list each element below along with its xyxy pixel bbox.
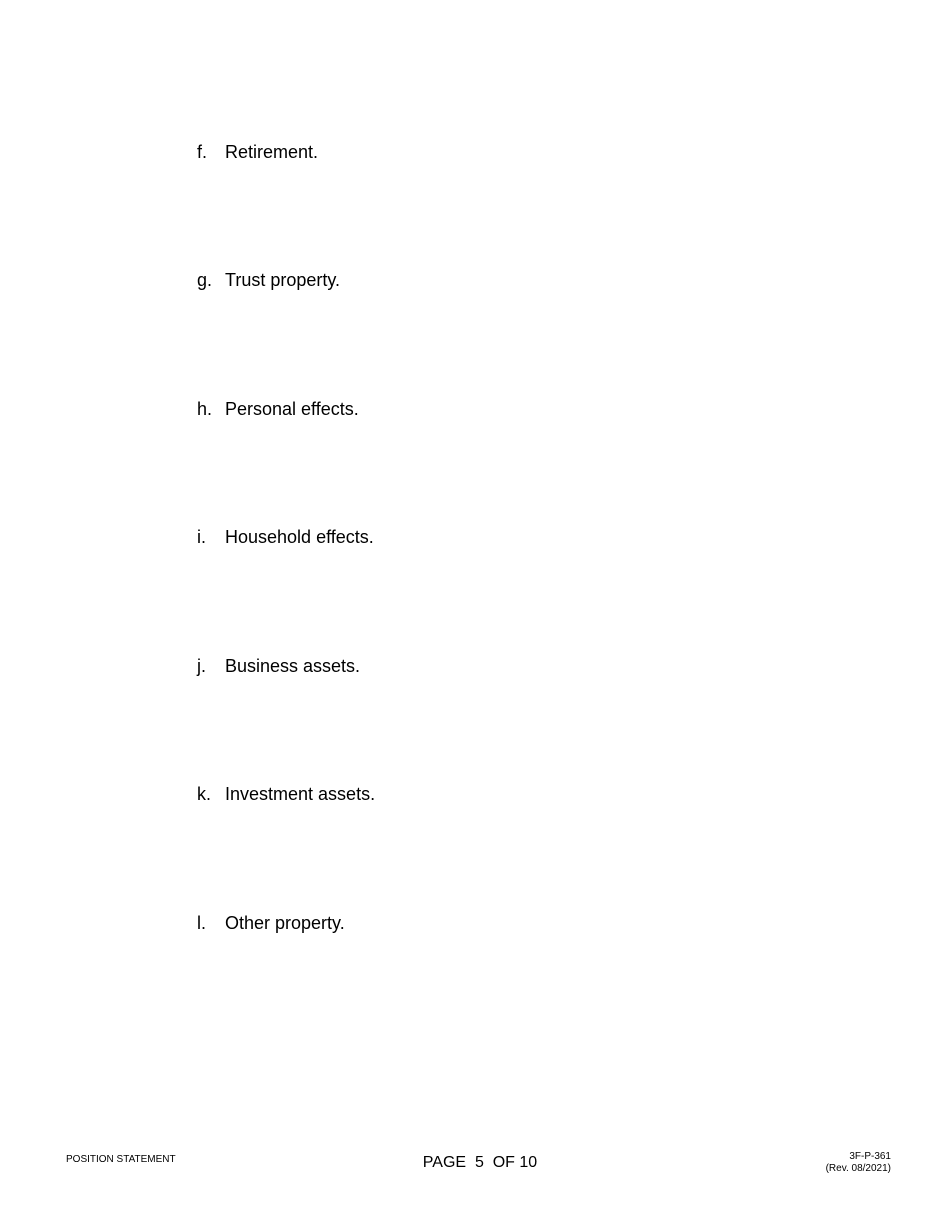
item-letter: h. xyxy=(197,399,213,419)
item-letter: f. xyxy=(197,142,208,162)
footer-form-number: 3F-P-361 xyxy=(849,1151,891,1162)
list-item-retirement xyxy=(197,140,318,164)
footer-revision: (Rev. 08/2021) xyxy=(825,1163,891,1174)
item-label: Investment assets. xyxy=(225,784,376,804)
list-item-household-effects xyxy=(197,525,374,549)
list-item-other-property xyxy=(197,911,345,935)
item-letter: l. xyxy=(197,913,206,933)
item-label: Business assets. xyxy=(225,656,361,676)
item-label: Household effects. xyxy=(225,527,374,547)
footer-page-number: PAGE 5 OF 10 xyxy=(422,1154,538,1171)
item-letter: i. xyxy=(197,527,206,547)
item-label: Retirement. xyxy=(225,142,319,162)
footer-form-name: POSITION STATEMENT xyxy=(66,1154,176,1165)
item-letter: j. xyxy=(197,656,206,676)
item-label: Personal effects. xyxy=(225,399,359,419)
list-item-personal-effects xyxy=(197,397,359,421)
item-label: Other property. xyxy=(225,913,345,933)
list-item-investment-assets xyxy=(197,782,375,806)
list-item-business-assets xyxy=(197,654,360,678)
list-item-trust-property xyxy=(197,268,340,292)
footer-form-info xyxy=(826,1151,891,1175)
item-letter: g. xyxy=(197,270,213,290)
item-letter: k. xyxy=(197,784,212,804)
item-label: Trust property. xyxy=(225,270,341,290)
